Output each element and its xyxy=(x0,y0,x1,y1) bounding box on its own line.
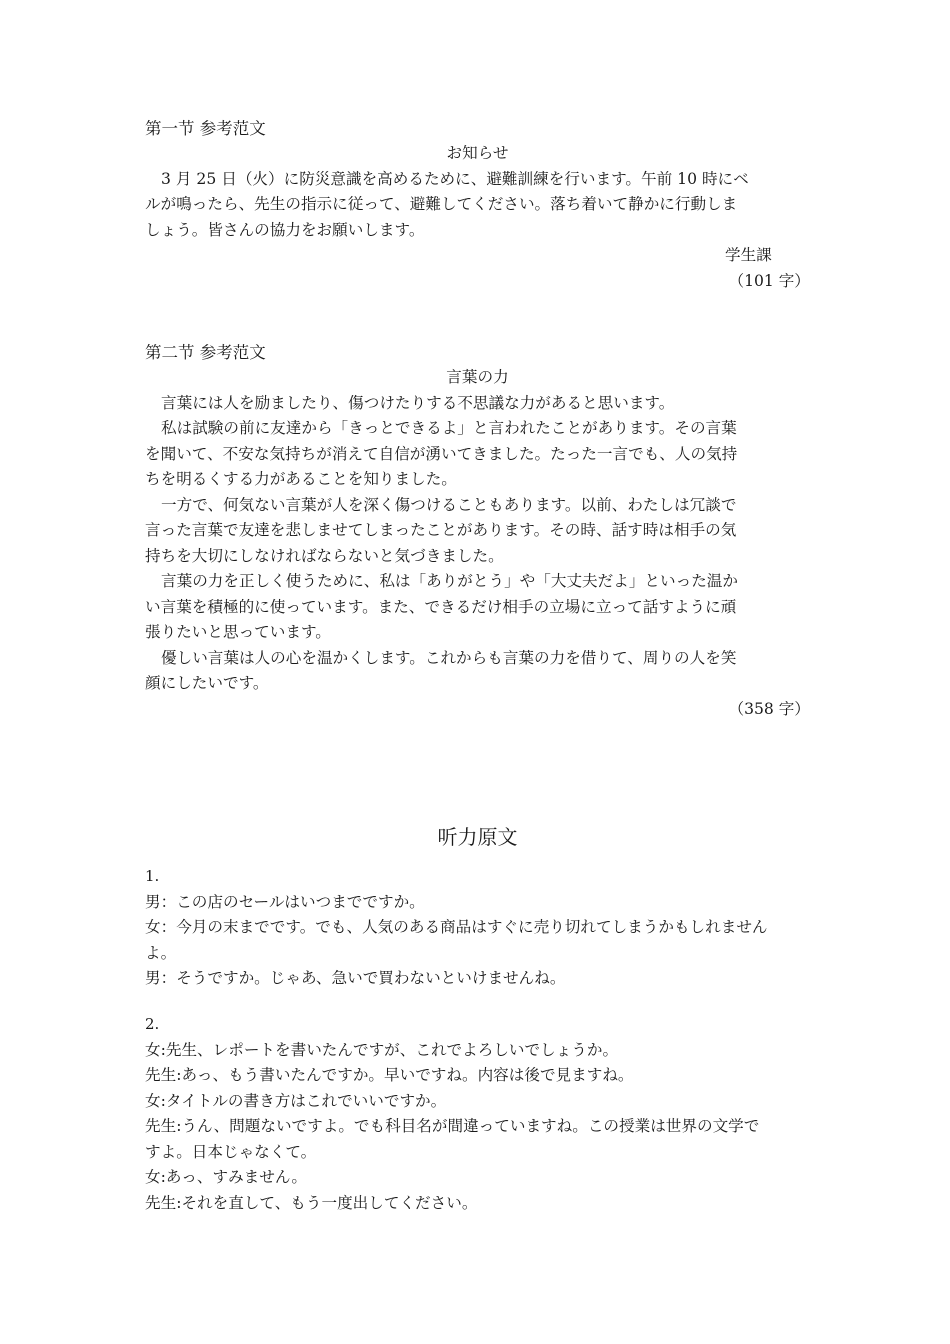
question-number: 2. xyxy=(145,1015,160,1033)
listening-title: 听力原文 xyxy=(437,825,518,849)
dialogue-line: 男：そうですか。じゃあ、急いで買わないといけませんね。 xyxy=(145,969,566,987)
essay-line: 言った言葉で友達を悲しませてしまったことがあります。その時、話す時は相手の気 xyxy=(145,521,737,539)
essay-line: 優しい言葉は人の心を温かくします。これからも言葉の力を借りて、周りの人を笑 xyxy=(161,648,737,667)
essay-line: を聞いて、不安な気持ちが消えて自信が湧いてきました。たった一言でも、人の気持 xyxy=(145,444,738,463)
dialogue-line: 先生:あっ、もう書いたんですか。早いですね。内容は後で見ますね。 xyxy=(145,1066,634,1084)
essay-line: 張りたいと思っています。 xyxy=(145,623,331,641)
essay-line: 持ちを大切にしなければならないと気づきました。 xyxy=(145,546,504,565)
dialogue-line: よ。 xyxy=(145,943,177,962)
section-2-heading: 第二节 参考范文 xyxy=(145,343,266,362)
dialogue-line: すよ。日本じゃなくて。 xyxy=(145,1142,317,1161)
essay-line: 顔にしたいです。 xyxy=(145,674,269,692)
notice-line: ルが鳴ったら、先生の指示に従って、避難してください。落ち着いて静かに行動しま xyxy=(145,195,738,213)
notice-line: しょう。皆さんの協力をお願いします。 xyxy=(145,220,425,239)
listening-question-1 xyxy=(145,864,810,992)
essay-line: ちを明るくする力があることを知りました。 xyxy=(145,470,457,488)
essay-line: い言葉を積極的に使っています。また、できるだけ相手の立場に立って話すように頑 xyxy=(145,597,737,616)
section-1 xyxy=(145,116,810,294)
listening-question-2 xyxy=(145,1012,810,1216)
dialogue-line: 先生:うん、問題ないですよ。でも科目名が間違っていますね。この授業は世界の文学で xyxy=(145,1117,760,1135)
character-count: （101 字） xyxy=(728,271,810,290)
dialogue-line: 女:あっ、すみません。 xyxy=(145,1168,307,1186)
dialogue-line: 先生:それを直して、もう一度出してください。 xyxy=(145,1193,478,1212)
section-2 xyxy=(145,340,810,722)
question-number: 1. xyxy=(145,867,160,885)
notice-line: 3 月 25 日（火）に防災意識を高めるために、避難訓練を行います。午前 10 時にベ xyxy=(161,169,749,188)
dialogue-line: 女:先生、レポートを書いたんですが、これでよろしいでしょうか。 xyxy=(145,1040,619,1059)
section-1-heading: 第一节 参考范文 xyxy=(145,119,266,138)
dialogue-line: 女:タイトルの書き方はこれでいいですか。 xyxy=(145,1091,447,1110)
dialogue-line: 女：今月の末までです。でも、人気のある商品はすぐに売り切れてしまうかもしれません xyxy=(145,918,768,936)
essay-line: 言葉には人を励ましたり、傷つけたりする不思議な力があると思います。 xyxy=(161,393,675,412)
essay-line: 言葉の力を正しく使うために、私は「ありがとう」や「大丈夫だよ」といった温か xyxy=(161,572,738,590)
essay-line: 私は試験の前に友達から「きっとできるよ」と言われたことがあります。その言葉 xyxy=(161,419,737,437)
notice-signature: 学生課 xyxy=(725,246,772,264)
listening-section xyxy=(145,822,810,852)
essay-line: 一方で、何気ない言葉が人を深く傷つけることもあります。以前、わたしは冗談で xyxy=(161,495,737,514)
dialogue-line: 男：この店のセールはいつまでですか。 xyxy=(145,892,425,911)
essay-title: 言葉の力 xyxy=(446,368,509,386)
character-count: （358 字） xyxy=(728,699,810,718)
notice-title: お知らせ xyxy=(446,144,509,162)
